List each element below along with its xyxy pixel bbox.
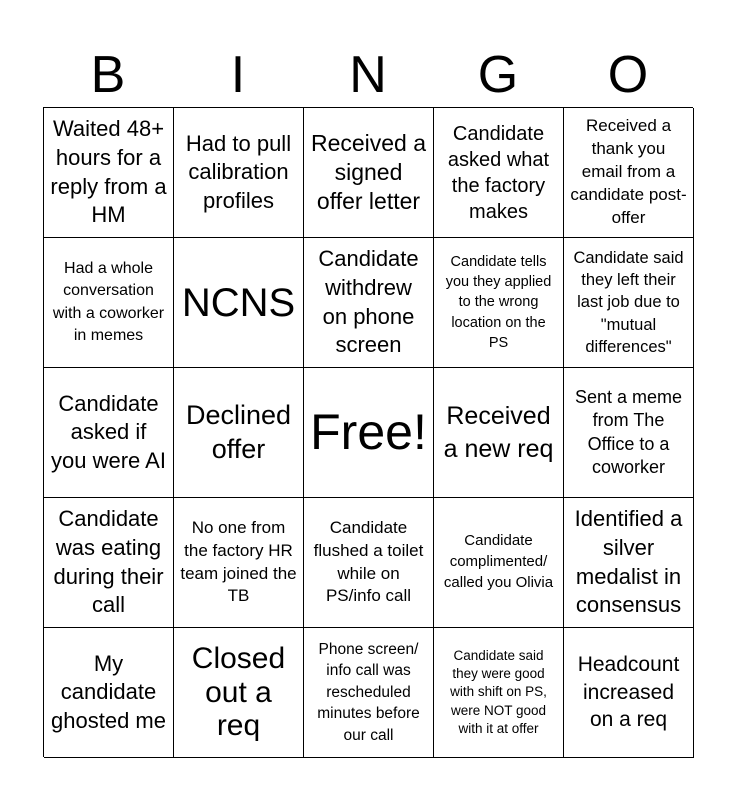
- cell-text: Received a thank you email from a candidate post-offer: [570, 116, 687, 227]
- bingo-cell-r2c4[interactable]: [434, 238, 564, 368]
- bingo-cell-r2c1[interactable]: [44, 238, 174, 368]
- cell-text: Headcount increased on a req: [577, 652, 680, 732]
- cell-text: Candidate said they were good with shift on PS, were NOT good with it at offer: [450, 647, 547, 736]
- bingo-cell-r1c2[interactable]: [174, 108, 304, 238]
- cell-text: Received a new req: [443, 401, 554, 463]
- cell-text: No one from the factory HR team joined the TB: [180, 517, 297, 606]
- bingo-cell-r3c4[interactable]: [434, 368, 564, 498]
- cell-text: Candidate flushed a toilet while on PS/info call: [313, 517, 424, 606]
- bingo-cell-r5c2[interactable]: [174, 628, 304, 758]
- cell-text: Had to pull calibration profiles: [185, 130, 292, 213]
- cell-text: NCNS: [181, 280, 296, 325]
- cell-text: Candidate was eating during their call: [53, 506, 164, 618]
- cell-text: Received a signed offer letter: [310, 130, 427, 214]
- cell-text: Phone screen/ info call was rescheduled minutes before our call: [317, 641, 420, 744]
- cell-text: Declined offer: [185, 399, 292, 464]
- cell-text: My candidate ghosted me: [51, 650, 166, 733]
- cell-text: Sent a meme from The Office to a coworker: [574, 387, 683, 477]
- bingo-cell-r5c1[interactable]: [44, 628, 174, 758]
- cell-text: Candidate asked if you were AI: [51, 390, 166, 473]
- bingo-cell-r5c4[interactable]: [434, 628, 564, 758]
- bingo-cell-r1c4[interactable]: [434, 108, 564, 238]
- bingo-cell-r2c5[interactable]: [564, 238, 694, 368]
- bingo-cell-r1c5[interactable]: [564, 108, 694, 238]
- bingo-cell-r4c5[interactable]: [564, 498, 694, 628]
- cell-text: Had a whole conversation with a coworker in memes: [52, 260, 165, 344]
- header-letter-n: N: [349, 46, 387, 104]
- header-letter-o: O: [607, 46, 649, 104]
- bingo-cell-r4c1[interactable]: [44, 498, 174, 628]
- cell-text: Waited 48+ hours for a reply from a HM: [50, 116, 167, 228]
- bingo-cell-r5c5[interactable]: [564, 628, 694, 758]
- cell-text: Candidate tells you they applied to the wrong location on the PS: [445, 253, 552, 351]
- bingo-header: [43, 44, 693, 106]
- cell-text: Closed out a req: [191, 641, 286, 743]
- bingo-cell-r2c3[interactable]: [304, 238, 434, 368]
- bingo-cell-r2c2[interactable]: [174, 238, 304, 368]
- bingo-cell-r4c3[interactable]: [304, 498, 434, 628]
- header-letter-i: I: [230, 46, 246, 104]
- cell-text: Identified a silver medalist in consensus: [574, 506, 683, 618]
- bingo-cell-r5c3[interactable]: [304, 628, 434, 758]
- cell-text: Candidate asked what the factory makes: [447, 122, 550, 223]
- cell-text: Candidate said they left their last job due to "mutual differences": [573, 248, 684, 356]
- bingo-cell-r1c3[interactable]: [304, 108, 434, 238]
- bingo-cell-r3c2[interactable]: [174, 368, 304, 498]
- bingo-cell-free-space[interactable]: [304, 368, 434, 498]
- cell-text: Candidate withdrew on phone screen: [318, 246, 419, 358]
- bingo-cell-r4c4[interactable]: [434, 498, 564, 628]
- bingo-cell-r3c1[interactable]: [44, 368, 174, 498]
- cell-text: Candidate complimented/ called you Olivia: [443, 532, 554, 591]
- bingo-board: [43, 107, 693, 757]
- bingo-cell-r1c1[interactable]: [44, 108, 174, 238]
- cell-text: Free!: [310, 404, 427, 460]
- bingo-cell-r4c2[interactable]: [174, 498, 304, 628]
- header-letter-b: B: [90, 46, 126, 104]
- bingo-cell-r3c5[interactable]: [564, 368, 694, 498]
- header-letter-g: G: [477, 46, 519, 104]
